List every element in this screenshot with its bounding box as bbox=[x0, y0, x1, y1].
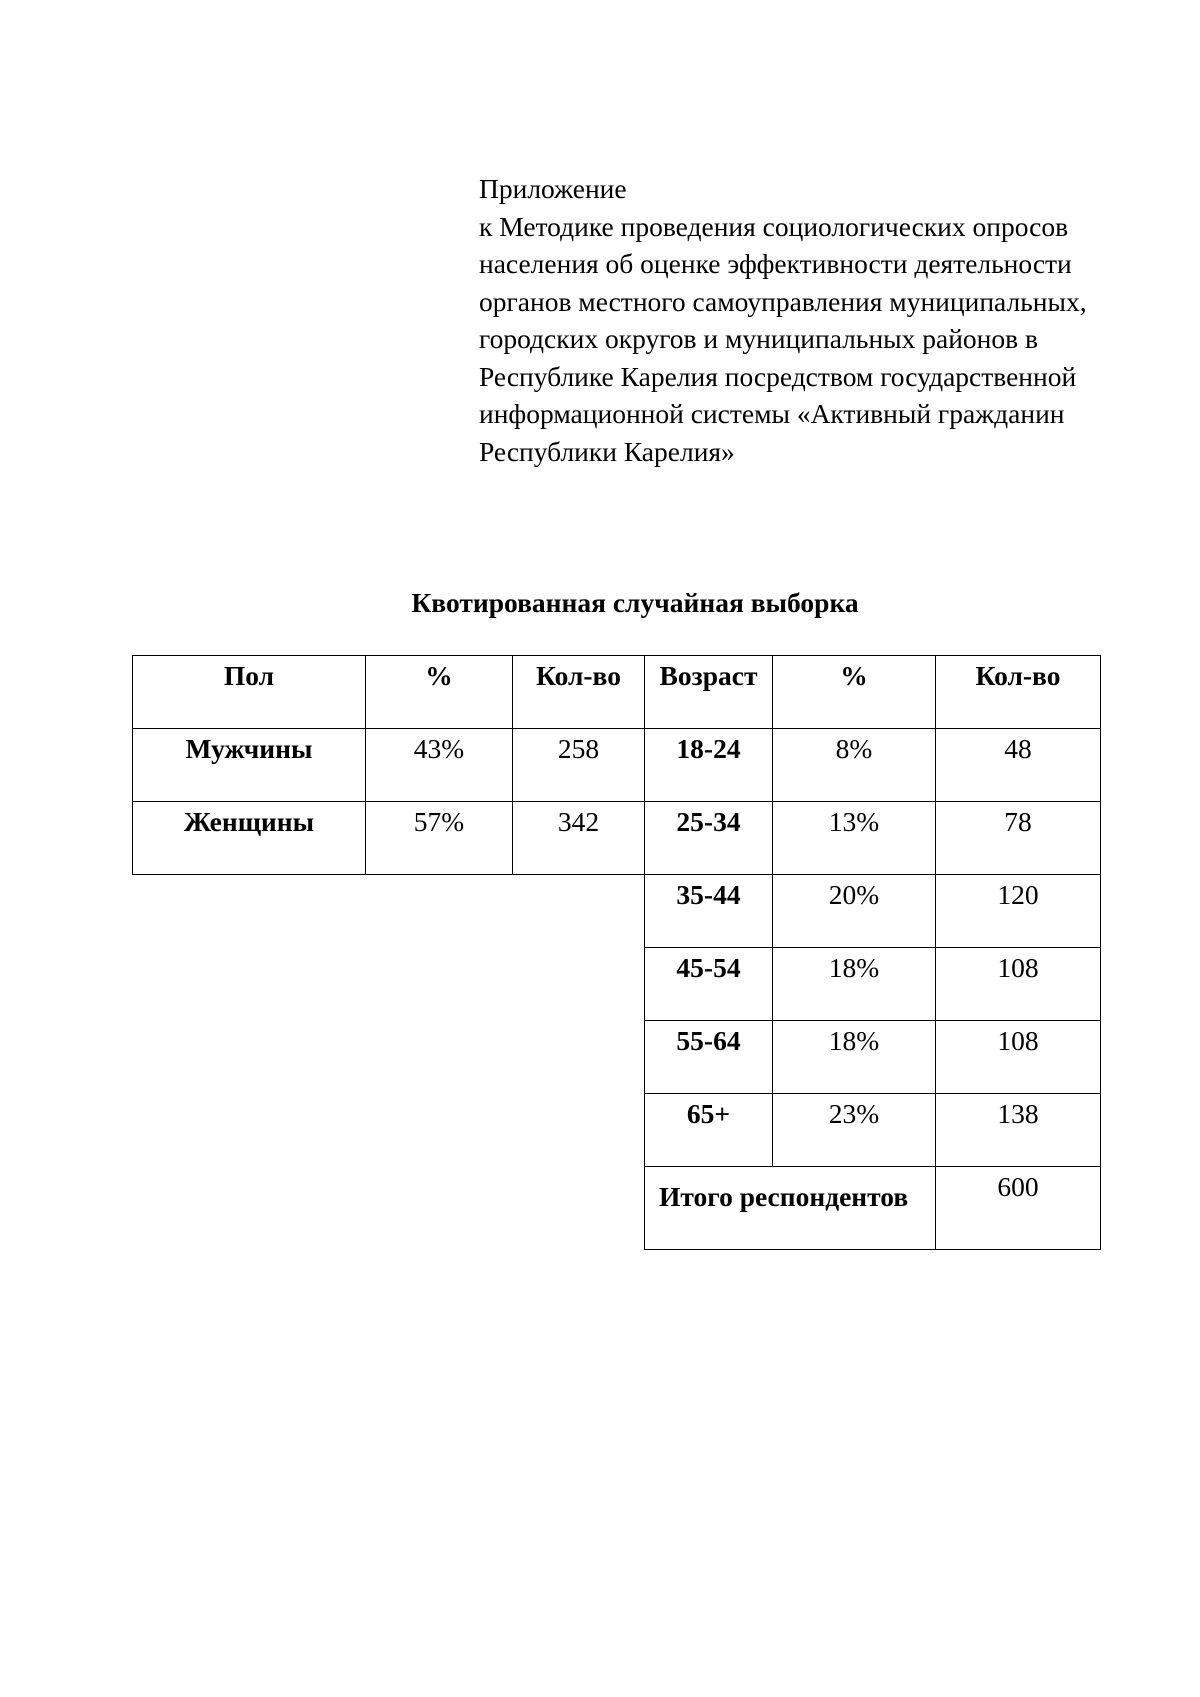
age-count: 108 bbox=[936, 1021, 1101, 1094]
table-total-row bbox=[133, 1167, 1101, 1250]
table-row bbox=[133, 1094, 1101, 1167]
empty-cell bbox=[133, 1021, 645, 1094]
age-percent: 8% bbox=[773, 729, 936, 802]
empty-cell bbox=[133, 1167, 645, 1250]
header-age-percent: % bbox=[773, 656, 936, 729]
age-label: 25-34 bbox=[645, 802, 773, 875]
age-label: 65+ bbox=[645, 1094, 773, 1167]
table-header-row bbox=[133, 656, 1101, 729]
age-count: 138 bbox=[936, 1094, 1101, 1167]
header-gender-percent: % bbox=[366, 656, 513, 729]
appendix-line: населения об оценке эффективности деятельности bbox=[479, 248, 1072, 279]
appendix-line: Республики Карелия» bbox=[479, 435, 735, 467]
table-row bbox=[133, 875, 1101, 948]
gender-label: Мужчины bbox=[133, 729, 366, 802]
empty-cell bbox=[133, 875, 645, 948]
document-title: Квотированная случайная выборка bbox=[411, 587, 859, 618]
gender-percent: 57% bbox=[366, 802, 513, 875]
appendix-line: информационной системы «Активный гражданин bbox=[479, 398, 1065, 429]
appendix-line: городских округов и муниципальных районов в bbox=[479, 323, 1038, 354]
header-gender: Пол bbox=[133, 656, 366, 729]
empty-cell bbox=[133, 948, 645, 1021]
appendix-line: Приложение bbox=[479, 173, 627, 204]
gender-label: Женщины bbox=[133, 802, 366, 875]
age-count: 108 bbox=[936, 948, 1101, 1021]
gender-count: 258 bbox=[513, 729, 645, 802]
appendix-line: к Методике проведения социологических опросов bbox=[479, 210, 1069, 242]
table-row bbox=[133, 729, 1101, 802]
age-percent: 20% bbox=[773, 875, 936, 948]
table-row bbox=[133, 1021, 1101, 1094]
age-percent: 18% bbox=[773, 948, 936, 1021]
appendix-note bbox=[479, 170, 1159, 470]
appendix-line: органов местного самоуправления муниципальных, bbox=[479, 285, 1087, 317]
age-percent: 23% bbox=[773, 1094, 936, 1167]
gender-count: 342 bbox=[513, 802, 645, 875]
header-age: Возраст bbox=[645, 656, 773, 729]
age-label: 18-24 bbox=[645, 729, 773, 802]
age-count: 120 bbox=[936, 875, 1101, 948]
quota-sample-table bbox=[132, 655, 1101, 1250]
age-percent: 13% bbox=[773, 802, 936, 875]
header-age-count: Кол-во bbox=[936, 656, 1101, 729]
total-value: 600 bbox=[936, 1167, 1101, 1250]
gender-percent: 43% bbox=[366, 729, 513, 802]
age-count: 48 bbox=[936, 729, 1101, 802]
age-label: 55-64 bbox=[645, 1021, 773, 1094]
age-count: 78 bbox=[936, 802, 1101, 875]
header-gender-count: Кол-во bbox=[513, 656, 645, 729]
total-label: Итого респондентов bbox=[645, 1167, 936, 1250]
table-row bbox=[133, 948, 1101, 1021]
age-percent: 18% bbox=[773, 1021, 936, 1094]
table-row bbox=[133, 802, 1101, 875]
age-label: 45-54 bbox=[645, 948, 773, 1021]
empty-cell bbox=[133, 1094, 645, 1167]
age-label: 35-44 bbox=[645, 875, 773, 948]
appendix-line: Республике Карелия посредством государственной bbox=[479, 360, 1077, 392]
